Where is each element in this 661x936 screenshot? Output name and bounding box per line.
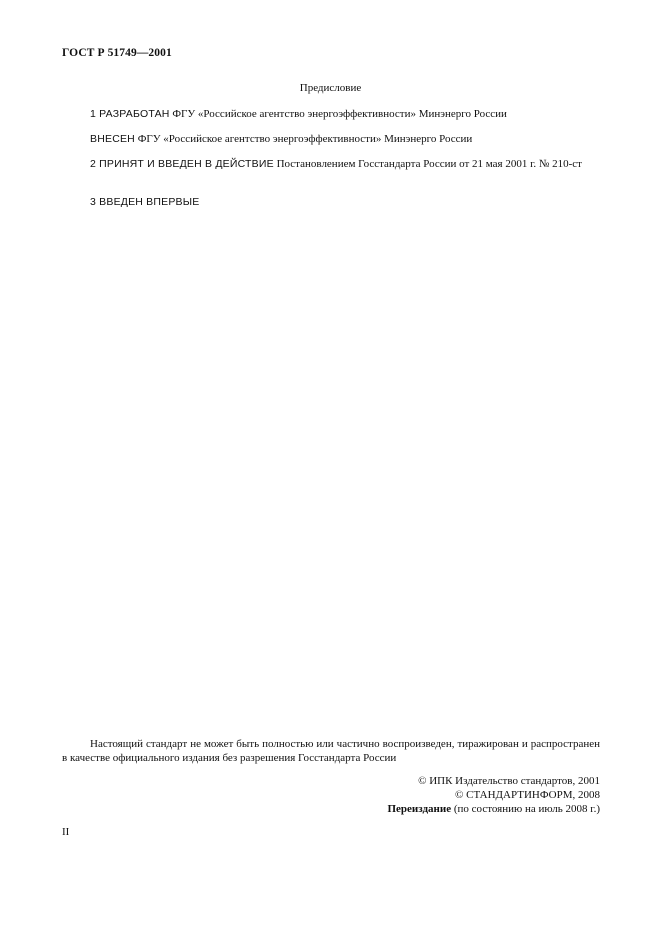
copyright-line-publisher: © ИПК Издательство стандартов, 2001 [418, 775, 600, 787]
foreword-item-lead: 2 ПРИНЯТ И ВВЕДЕН В ДЕЙСТВИЕ [90, 158, 274, 170]
foreword-item-submitted [62, 132, 600, 146]
foreword-item-text: ФГУ «Российское агентство энергоэффективности» Минэнерго России [134, 133, 473, 145]
foreword-item-introduced [62, 195, 600, 209]
foreword-title: Предисловие [299, 82, 362, 94]
foreword-item-text: ФГУ «Российское агентство энергоэффективности» Минэнерго России [169, 108, 507, 120]
foreword-item-text: Постановлением Госстандарта России от 21 мая 2001 г. № 210-ст [273, 158, 582, 170]
page-number: II [62, 826, 70, 838]
reproduction-notice: Настоящий стандарт не может быть полностью или частично воспроизведен, тиражирован и распространен в качестве официального издания без разрешения Госстандарта России [62, 738, 600, 764]
document-code: ГОСТ Р 51749—2001 [62, 47, 172, 59]
foreword-item-lead: ВНЕСЕН [90, 133, 135, 145]
foreword-item-adopted [62, 157, 600, 171]
foreword-item-developed [62, 107, 600, 121]
foreword-item-lead: 1 РАЗРАБОТАН [90, 108, 170, 120]
reissue-note [387, 802, 600, 816]
foreword-item-lead: 3 ВВЕДЕН ВПЕРВЫЕ [90, 196, 200, 208]
copyright-line-standartinform: © СТАНДАРТИНФОРМ, 2008 [455, 789, 600, 801]
reissue-label: Переиздание [387, 803, 452, 815]
reissue-date: (по состоянию на июль 2008 г.) [451, 803, 600, 815]
